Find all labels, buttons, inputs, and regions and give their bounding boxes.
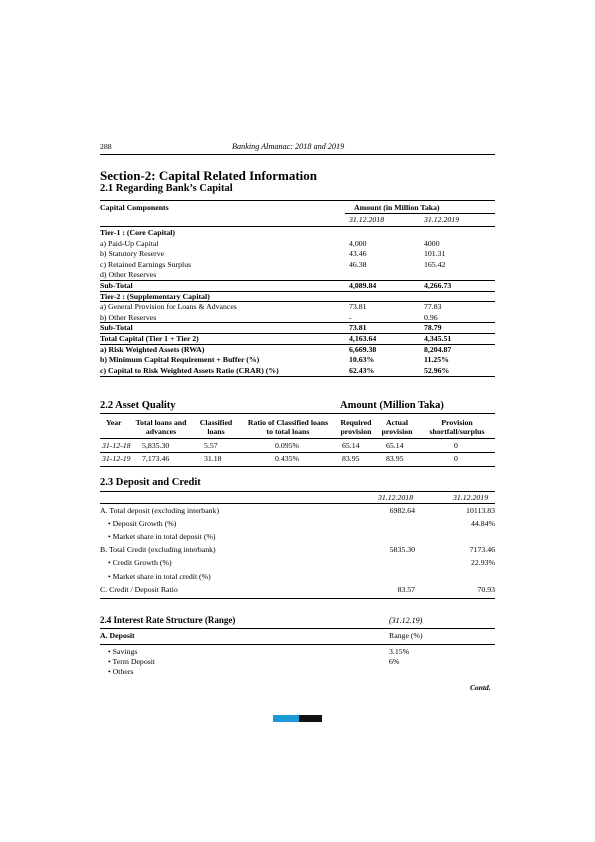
capital-label: c) Retained Earnings Surplus (100, 259, 192, 269)
header-rule (100, 154, 495, 155)
footer-bar-blue (273, 715, 299, 722)
asset-year: 31-12-18 (102, 441, 131, 450)
col-classified-line1: Classified (199, 418, 233, 427)
asset-ratio: 0.435% (275, 454, 300, 463)
col-required-line1: Required (340, 418, 372, 427)
deposit-date-2019: 31.12.2019 (453, 493, 489, 502)
date-2019: 31.12.2019 (424, 215, 460, 224)
capital-value-2019: 8,204.87 (424, 344, 452, 354)
interest-value: 3.15% (389, 647, 410, 656)
capital-value-2018: 4,089.84 (349, 281, 377, 290)
table-rule (100, 200, 495, 201)
capital-row (100, 281, 495, 290)
table-rule (100, 628, 495, 629)
interest-date: (31.12.19) (389, 616, 423, 625)
capital-label: Sub-Total (100, 323, 133, 333)
col-classified (196, 418, 236, 436)
capital-value-2018: 4,000 (349, 238, 367, 248)
capital-row (100, 323, 495, 332)
capital-row (100, 260, 495, 269)
table-rule (100, 452, 495, 453)
deposit-label: • Market share in total credit (%) (108, 571, 211, 581)
capital-label: d) Other Reserves (100, 270, 157, 280)
capital-row (100, 228, 495, 237)
col-provision-line2: shortfall/surplus (429, 427, 485, 436)
capital-row (100, 355, 495, 364)
asset-shortfall: 0 (454, 441, 458, 450)
date-2018: 31.12.2018 (349, 215, 385, 224)
deposit-value-2019: 44.84% (470, 519, 495, 529)
asset-loans: 5,835.30 (142, 441, 170, 450)
capital-value-2018: 73.81 (349, 323, 367, 333)
capital-row (100, 313, 495, 322)
asset-year: 31-12-19 (102, 454, 131, 463)
deposit-date-2018: 31.12.2018 (378, 493, 414, 502)
amount-rule (345, 213, 495, 214)
col-classified-line2: loans (207, 427, 225, 436)
col-provision-line1: Provision (441, 418, 473, 427)
asset-shortfall: 0 (454, 454, 458, 463)
col-total-loans (130, 418, 192, 436)
deposit-label: B. Total Credit (excluding interbank) (100, 545, 216, 555)
col-year: Year (106, 418, 122, 427)
col-ratio (240, 418, 336, 436)
subsection-title-2-4: 2.4 Interest Rate Structure (Range) (100, 615, 236, 625)
capital-label: c) Capital to Risk Weighted Assets Ratio (CRAR) (%) (100, 365, 279, 375)
col-provision (418, 418, 496, 436)
capital-label: b) Other Reserves (100, 312, 157, 322)
col-actual-line2: provision (381, 427, 413, 436)
capital-value-2018: 6,669.38 (349, 344, 377, 354)
capital-value-2018: 10.63% (349, 355, 375, 365)
asset-actual: 83.95 (386, 454, 404, 463)
table-rule (100, 503, 495, 504)
deposit-date-row (100, 493, 495, 502)
table-rule (100, 644, 495, 645)
contd-label: Contd. (470, 683, 491, 692)
col-ratio-line1: Ratio of Classified loans (247, 418, 329, 427)
capital-value-2018: 73.81 (349, 302, 367, 312)
capital-row (100, 302, 495, 311)
capital-label: a) Paid-Up Capital (100, 238, 159, 248)
deposit-value-2018: 6982.64 (389, 506, 415, 515)
range-label: Range (%) (389, 631, 423, 640)
capital-row (100, 292, 495, 301)
deposit-label: • Credit Growth (%) (108, 558, 172, 568)
capital-label: Tier-2 : (Supplementary Capital) (100, 291, 210, 301)
deposit-label: • Market share in total deposit (%) (108, 532, 216, 542)
amount-header: Amount (in Million Taka) (354, 203, 440, 212)
capital-value-2019: 77.83 (424, 302, 442, 312)
deposit-label: A. Deposit (100, 631, 135, 640)
interest-value: 6% (389, 657, 400, 666)
asset-required: 65.14 (342, 441, 360, 450)
col-total-loans-line1: Total loans and (135, 418, 187, 427)
capital-value-2019: 4,266.73 (424, 281, 452, 290)
asset-loans: 7,173.46 (142, 454, 170, 463)
capital-value-2019: 4000 (424, 238, 440, 248)
capital-value-2019: 78.79 (424, 323, 442, 333)
col-required (336, 418, 376, 436)
col-total-loans-line2: advances (145, 427, 177, 436)
capital-row (100, 366, 495, 375)
capital-date-row (100, 215, 495, 224)
deposit-value-2019: 22.93% (470, 558, 495, 568)
page-number: 288 (100, 142, 112, 151)
subsection-title-2-1: 2.1 Regarding Bank’s Capital (100, 183, 233, 194)
col-actual (378, 418, 416, 436)
capital-row (100, 345, 495, 354)
running-title: Banking Almanac: 2018 and 2019 (232, 142, 345, 151)
subsection-title-2-2: 2.2 Asset Quality (100, 400, 176, 411)
deposit-value-2018: 83.57 (397, 584, 415, 594)
deposit-value-2019: 10113.83 (466, 506, 495, 515)
asset-ratio: 0.095% (275, 441, 300, 450)
table-rule (100, 466, 495, 467)
capital-value-2019: 101.31 (424, 249, 446, 259)
asset-required: 83.95 (342, 454, 360, 463)
deposit-label: C. Credit / Deposit Ratio (100, 584, 178, 594)
asset-classified: 31.18 (204, 454, 222, 463)
capital-value-2019: 11.25% (424, 355, 449, 365)
table-rule (100, 598, 495, 599)
capital-value-2018: 4,163.64 (349, 334, 377, 343)
table-rule (100, 226, 495, 227)
capital-value-2018: - (349, 312, 352, 322)
capital-label: Total Capital (Tier 1 + Tier 2) (100, 334, 199, 343)
capital-value-2018: 43.46 (349, 249, 367, 259)
capital-value-2019: 0.96 (424, 312, 438, 322)
interest-label: • Savings (108, 647, 138, 656)
capital-value-2018: 62.43% (349, 365, 375, 375)
deposit-label: • Deposit Growth (%) (108, 519, 177, 529)
capital-value-2019: 52.96% (424, 365, 450, 375)
col-header-components: Capital Components (100, 203, 169, 212)
col-required-line2: provision (340, 427, 372, 436)
table-rule (100, 376, 495, 377)
capital-row (100, 239, 495, 248)
asset-actual: 65.14 (386, 441, 404, 450)
capital-value-2018: 46.38 (349, 259, 367, 269)
capital-row (100, 334, 495, 343)
col-ratio-line2: to total loans (266, 427, 310, 436)
interest-label: • Term Deposit (108, 657, 156, 666)
capital-row (100, 249, 495, 258)
capital-label: a) General Provision for Loans & Advances (100, 302, 237, 312)
capital-value-2019: 4,345.51 (424, 334, 452, 343)
asset-amount-header: Amount (Million Taka) (340, 400, 444, 411)
table-rule (100, 491, 495, 492)
capital-value-2019: 165.42 (424, 259, 446, 269)
capital-label: a) Risk Weighted Assets (RWA) (100, 344, 205, 354)
asset-classified: 5.57 (204, 441, 218, 450)
capital-row (100, 270, 495, 279)
interest-label: • Others (108, 667, 134, 676)
capital-label: b) Minimum Capital Requirement + Buffer (%) (100, 355, 260, 365)
col-actual-line1: Actual (385, 418, 409, 427)
capital-label: Sub-Total (100, 281, 133, 290)
capital-label: Tier-1 : (Core Capital) (100, 228, 175, 237)
subsection-title-2-3: 2.3 Deposit and Credit (100, 477, 201, 488)
deposit-label: A. Total deposit (excluding interbank) (100, 506, 220, 515)
footer-bar-black (299, 715, 322, 722)
table-rule (100, 413, 495, 414)
section-title: Section-2: Capital Related Information (100, 168, 318, 183)
deposit-value-2018: 5835.30 (389, 545, 415, 555)
deposit-value-2019: 70.93 (477, 584, 495, 594)
table-rule (100, 438, 495, 439)
capital-header-row (100, 203, 495, 212)
deposit-value-2019: 7173.46 (469, 545, 495, 555)
capital-label: b) Statutory Reserve (100, 249, 165, 259)
